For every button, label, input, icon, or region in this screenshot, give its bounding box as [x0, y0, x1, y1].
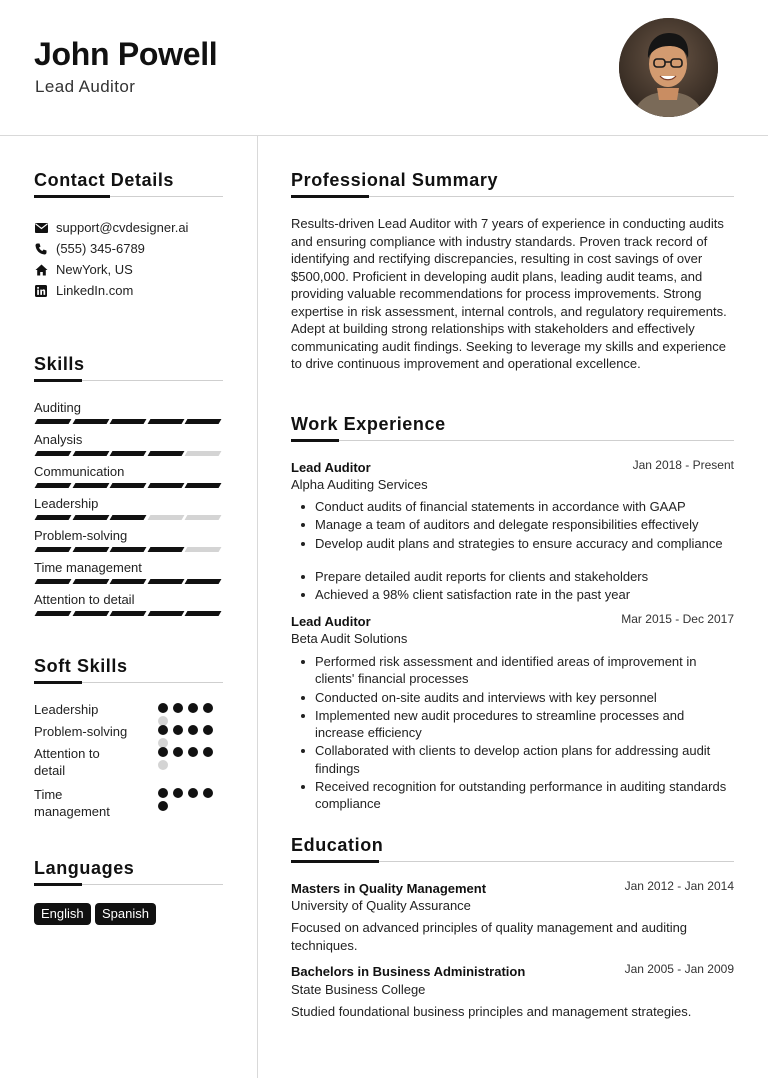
skill-level-segment	[147, 515, 184, 520]
skill-level-bar	[34, 547, 223, 552]
skill-level-segment	[147, 579, 184, 584]
education-description: Focused on advanced principles of quality management and auditing techniques.	[291, 920, 688, 953]
rating-dot	[203, 788, 213, 798]
skill-item	[34, 560, 223, 575]
language-pill: English	[34, 903, 91, 925]
skill-level-bar	[34, 419, 223, 424]
list-item: Achieved a 98% client satisfaction rate in the past year	[291, 586, 734, 603]
skill-level-segment	[110, 611, 147, 616]
rating-dot	[203, 747, 213, 757]
job-company: Beta Audit Solutions	[291, 631, 408, 646]
phone-text: (555) 345-6789	[56, 241, 145, 256]
rating-dot	[173, 725, 183, 735]
skill-name: Communication	[34, 464, 125, 479]
skill-item	[34, 432, 223, 447]
language-pill: Spanish	[95, 903, 156, 925]
skill-item	[34, 400, 223, 415]
list-item: Collaborated with clients to develop action plans for addressing audit findings	[291, 742, 734, 777]
education-description: Studied foundational business principles and management strategies.	[291, 1004, 692, 1019]
skill-level-segment	[147, 419, 184, 424]
rating-dot	[158, 788, 168, 798]
rating-dot	[158, 725, 168, 735]
skill-level-segment	[185, 579, 222, 584]
skill-name: Leadership	[34, 496, 99, 511]
skill-item	[34, 496, 223, 511]
rating-dot	[203, 725, 213, 735]
skill-level-segment	[72, 547, 109, 552]
skill-name: Analysis	[34, 432, 83, 447]
skill-level-segment	[110, 515, 147, 520]
school-name: University of Quality Assurance	[291, 898, 471, 913]
rating-dot	[158, 703, 168, 713]
resume-header	[0, 0, 768, 136]
degree-title: Bachelors in Business Administration	[291, 964, 526, 979]
rating-dot	[203, 703, 213, 713]
skill-level-segment	[110, 451, 147, 456]
skills-rule	[34, 380, 223, 381]
skill-item	[34, 592, 223, 607]
education-date: Jan 2012 - Jan 2014	[624, 879, 734, 893]
skill-level-bar	[34, 451, 223, 456]
rating-dot	[188, 788, 198, 798]
summary-text: Results-driven Lead Auditor with 7 years of experience in conducting audits and ensuring compliance with industry standards. Proven track record of identifying and rectifying discrepancies, resulting in cost savings of over $500,000. Proficient in developing audit plans, leading audit teams, and providing valuable recommendations for process improvements. Strong expertise in risk assessment, internal controls, and regulatory requirements. Adept at building strong relationships with stakeholders and effectively communicating audit findings. Seeking to leverage my skills and experience to drive continuous improvement and operational excellence.	[291, 216, 727, 371]
rating-dot	[188, 703, 198, 713]
skill-level-segment	[185, 611, 222, 616]
rating-dot	[173, 747, 183, 757]
soft-skill-name: Problem-solving	[34, 724, 128, 739]
rating-dot	[173, 703, 183, 713]
job-bullets	[291, 498, 734, 553]
skill-level-segment	[147, 451, 184, 456]
rating-dot	[158, 747, 168, 757]
linkedin-text: LinkedIn.com	[56, 283, 134, 298]
list-item: Develop audit plans and strategies to ensure accuracy and compliance	[291, 535, 734, 552]
education-heading: Education	[291, 835, 384, 855]
skill-level-bar	[34, 579, 223, 584]
rating-dot	[158, 801, 168, 811]
skill-level-segment	[72, 451, 109, 456]
skill-name: Attention to detail	[34, 592, 135, 607]
skill-level-segment	[35, 515, 72, 520]
contact-phone[interactable]	[34, 241, 145, 256]
soft-skill-name: Leadership	[34, 702, 99, 717]
soft-skills-heading: Soft Skills	[34, 656, 128, 676]
soft-skill-name: Attention to detail	[34, 746, 100, 778]
list-item: Prepare detailed audit reports for clients and stakeholders	[291, 568, 734, 585]
list-item: Conducted on-site audits and interviews with key personnel	[291, 689, 734, 706]
job-date: Mar 2015 - Dec 2017	[621, 612, 734, 626]
job-date: Jan 2018 - Present	[632, 458, 734, 472]
rating-dot	[188, 747, 198, 757]
phone-icon	[34, 242, 48, 256]
experience-heading: Work Experience	[291, 414, 446, 434]
skill-item	[34, 464, 223, 479]
skill-name: Time management	[34, 560, 142, 575]
job-title: Lead Auditor	[291, 460, 371, 475]
skill-level-segment	[185, 419, 222, 424]
job-company: Alpha Auditing Services	[291, 477, 428, 492]
column-divider	[257, 136, 258, 1078]
skill-level-segment	[35, 579, 72, 584]
contact-linkedin[interactable]	[34, 283, 133, 298]
skill-level-segment	[110, 547, 147, 552]
rating-dot	[188, 725, 198, 735]
location-text: NewYork, US	[56, 262, 133, 277]
skill-name: Auditing	[34, 400, 81, 415]
list-item: Performed risk assessment and identified areas of improvement in clients' financial processes	[291, 653, 734, 688]
skill-level-segment	[72, 483, 109, 488]
list-item: Received recognition for outstanding performance in auditing standards compliance	[291, 778, 734, 813]
skill-level-segment	[185, 483, 222, 488]
envelope-icon	[34, 221, 48, 235]
skill-level-segment	[35, 451, 72, 456]
skill-level-segment	[185, 547, 222, 552]
rating-dot	[158, 760, 168, 770]
list-item: Conduct audits of financial statements in accordance with GAAP	[291, 498, 734, 515]
skill-level-segment	[35, 547, 72, 552]
skill-level-segment	[147, 547, 184, 552]
languages-heading: Languages	[34, 858, 135, 878]
skill-level-segment	[72, 611, 109, 616]
skill-level-segment	[35, 483, 72, 488]
school-name: State Business College	[291, 982, 426, 997]
skill-item	[34, 528, 223, 543]
soft-skills-rule	[34, 682, 223, 683]
summary-rule	[291, 196, 734, 197]
email-text: support@cvdesigner.ai	[56, 220, 189, 235]
languages-rule	[34, 884, 223, 885]
avatar	[619, 18, 718, 117]
contact-heading: Contact Details	[34, 170, 175, 190]
home-icon	[34, 263, 48, 277]
list-item: Manage a team of auditors and delegate responsibilities effectively	[291, 516, 734, 533]
skill-level-bar	[34, 611, 223, 616]
profile-photo	[619, 18, 718, 117]
skill-level-bar	[34, 483, 223, 488]
job-bullets	[291, 568, 734, 605]
linkedin-icon	[34, 284, 48, 298]
skill-level-segment	[72, 579, 109, 584]
experience-rule	[291, 440, 734, 441]
education-date: Jan 2005 - Jan 2009	[624, 962, 734, 976]
list-item: Implemented new audit procedures to streamline processes and increase efficiency	[291, 707, 734, 742]
skill-level-segment	[110, 483, 147, 488]
rating-dot	[173, 788, 183, 798]
degree-title: Masters in Quality Management	[291, 881, 487, 896]
skill-level-segment	[35, 419, 72, 424]
skill-level-segment	[72, 515, 109, 520]
candidate-title: Lead Auditor	[35, 77, 136, 96]
skills-heading: Skills	[34, 354, 85, 374]
skill-level-segment	[147, 483, 184, 488]
soft-skill-name: Time management	[34, 787, 110, 819]
summary-heading: Professional Summary	[291, 170, 499, 190]
education-rule	[291, 861, 734, 862]
skill-level-segment	[110, 419, 147, 424]
candidate-name: John Powell	[34, 36, 218, 72]
skill-level-segment	[185, 515, 222, 520]
skill-name: Problem-solving	[34, 528, 128, 543]
job-bullets	[291, 653, 734, 814]
skill-level-segment	[185, 451, 222, 456]
language-list	[34, 903, 223, 927]
contact-rule	[34, 196, 223, 197]
skill-level-segment	[110, 579, 147, 584]
skill-level-segment	[147, 611, 184, 616]
skill-level-bar	[34, 515, 223, 520]
skill-level-segment	[35, 611, 72, 616]
job-title: Lead Auditor	[291, 614, 371, 629]
contact-location	[34, 262, 133, 277]
skill-level-segment	[72, 419, 109, 424]
contact-email[interactable]	[34, 220, 188, 235]
